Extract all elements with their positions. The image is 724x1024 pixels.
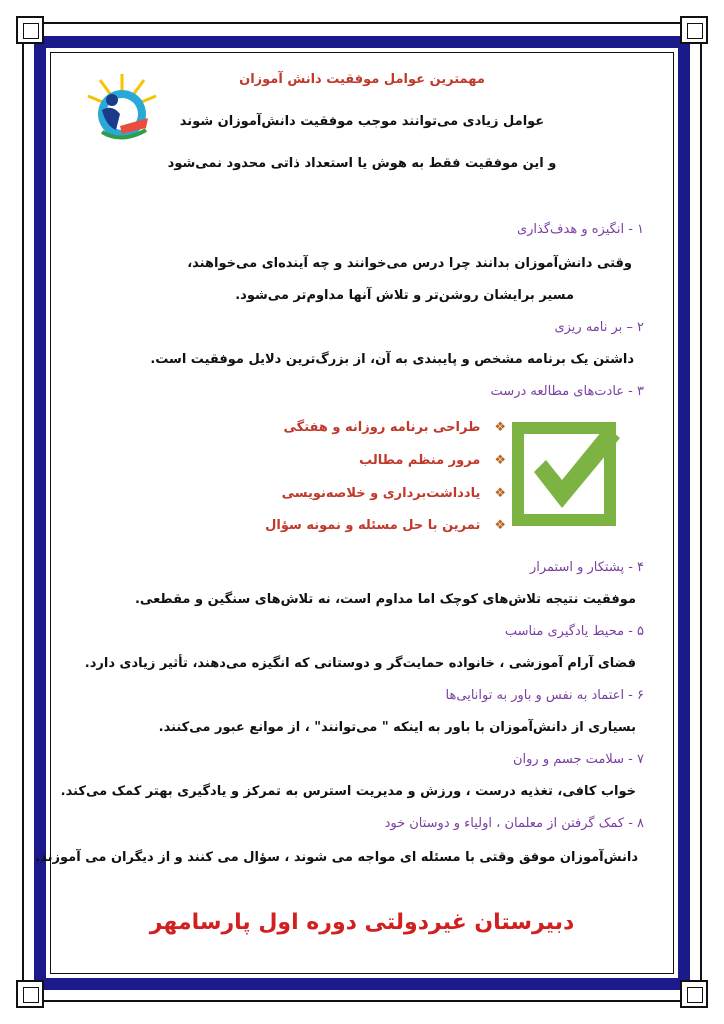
section-heading: ۵ - محیط یادگیری مناسب: [504, 624, 644, 639]
list-item: [282, 486, 506, 501]
list-item: [284, 420, 506, 435]
section-text: بسیاری از دانش‌آموزان با باور به اینکه " می‌توانند" ، از موانع عبور می‌کنند.: [158, 720, 636, 735]
page-title: مهمترین عوامل موفقیت دانش آموزان: [239, 72, 485, 87]
section-text: وقتی دانش‌آموزان بدانند چرا درس می‌خوانند و چه آینده‌ای می‌خواهند،: [187, 256, 632, 271]
school-name-footer: دبیرستان غیردولتی دوره اول پارسامهر: [149, 910, 575, 935]
section-text: مسیر برایشان روشن‌تر و تلاش آنها مداوم‌تر می‌شود.: [235, 288, 574, 303]
bullet-icon: ❖: [494, 453, 506, 468]
bullet-icon: ❖: [494, 518, 506, 533]
intro-line: و این موفقیت فقط به هوش یا استعداد ذاتی محدود نمی‌شود: [167, 156, 557, 171]
corner-ornament: [16, 16, 44, 44]
section-heading: ۸ - کمک گرفتن از معلمان ، اولیاء و دوستان خود: [384, 816, 644, 831]
checkmark-icon: [510, 416, 622, 528]
section-text: خواب کافی، تغذیه درست ، ورزش و مدیریت استرس به تمرکز و یادگیری بهتر کمک می‌کند.: [60, 784, 636, 799]
corner-ornament: [680, 980, 708, 1008]
bullet-text: یادداشت‌برداری و خلاصه‌نویسی: [281, 486, 481, 501]
bullet-text: طراحی برنامه روزانه و هفتگی: [283, 420, 481, 435]
section-heading: ۷ - سلامت جسم و روان: [513, 752, 644, 767]
intro-line: عوامل زیادی می‌توانند موجب موفقیت دانش‌آموزان شوند: [179, 114, 545, 129]
bullet-icon: ❖: [494, 420, 506, 435]
section-heading: ۴ - پشتکار و استمرار: [529, 560, 644, 575]
bullet-icon: ❖: [494, 486, 506, 501]
corner-ornament: [16, 980, 44, 1008]
section-heading: ۳ - عادت‌های مطالعه درست: [490, 384, 644, 399]
section-text: دانش‌آموزان موفق وقتی با مسئله ای مواجه می شوند ، سؤال می کنند و از دیگران می آموزند.: [35, 850, 638, 865]
section-text: داشتن یک برنامه مشخص و پایبندی به آن، از بزرگ‌ترین دلایل موفقیت است.: [150, 352, 634, 367]
section-text: موفقیت نتیجه تلاش‌های کوچک اما مداوم است، نه تلاش‌های سنگین و مقطعی.: [134, 592, 636, 607]
section-heading: ۶ - اعتماد به نفس و باور به توانایی‌ها: [445, 688, 644, 703]
list-item: [265, 518, 506, 533]
list-item: [359, 453, 506, 468]
bullet-text: تمرین با حل مسئله و نمونه سؤال: [265, 518, 481, 533]
section-text: فضای آرام آموزشی ، خانواده حمایت‌گر و دوستانی که انگیزه می‌دهند، تأثیر زیادی دارد.: [84, 656, 636, 671]
section-heading: ۱ - انگیزه و هدف‌گذاری: [516, 222, 644, 237]
corner-ornament: [680, 16, 708, 44]
section-heading: ۲ – بر نامه ریزی: [554, 320, 644, 335]
bullet-text: مرور منظم مطالب: [359, 453, 481, 468]
